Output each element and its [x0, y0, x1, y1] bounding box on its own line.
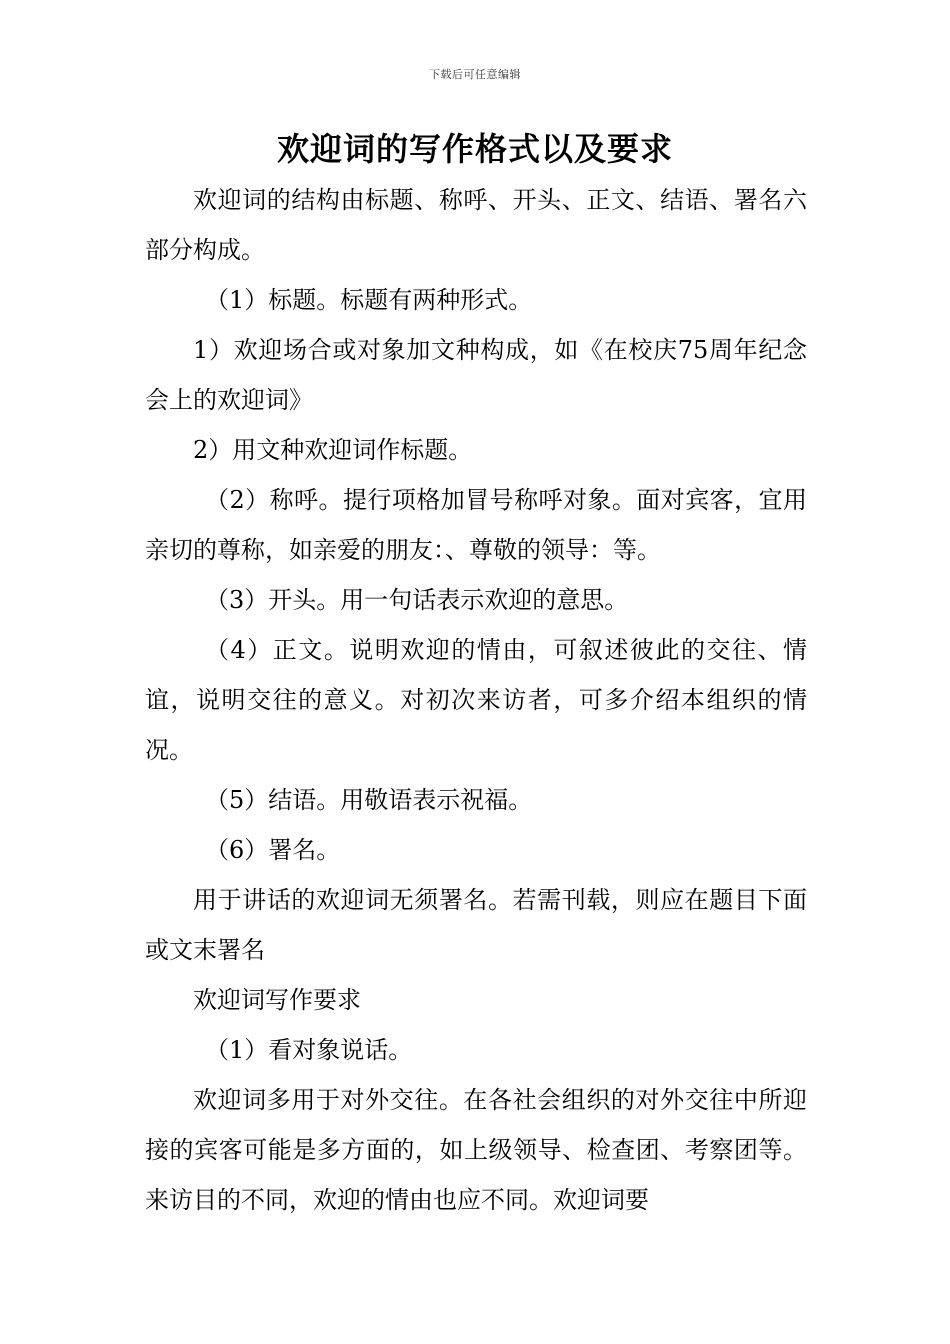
document-title: 欢迎词的写作格式以及要求 — [276, 130, 673, 168]
paragraph-structure-intro: 欢迎词的结构由标题、称呼、开头、正文、结语、署名六部分构成。 — [145, 186, 807, 264]
paragraph-title-section: （1）标题。标题有两种形式。 — [205, 286, 533, 314]
document-body — [145, 175, 807, 1225]
paragraph-salutation-section: （2）称呼。提行项格加冒号称呼对象。面对宾客，宜用亲切的尊称，如亲爱的朋友：、尊敬的领导：等。 — [145, 486, 807, 564]
header-note: 下载后可任意编辑 — [429, 68, 521, 81]
paragraph-requirement-1: （1）看对象说话。 — [205, 1036, 413, 1064]
paragraph-requirement-1-detail: 欢迎词多用于对外交往。在各社会组织的对外交往中所迎接的宾客可能是多方面的，如上级领导、检查团、考察团等。来访目的不同，欢迎的情由也应不同。欢迎词要 — [145, 1086, 807, 1214]
paragraph-body-section: （4）正文。说明欢迎的情由，可叙述彼此的交往、情谊，说明交往的意义。对初次来访者，可多介绍本组织的情况。 — [145, 636, 807, 764]
paragraph-closing-section: （5）结语。用敬语表示祝福。 — [205, 786, 533, 814]
paragraph-signature-section: （6）署名。 — [205, 836, 341, 864]
section-heading-requirements: 欢迎词写作要求 — [193, 986, 361, 1014]
paragraph-title-form-1: 1）欢迎场合或对象加文种构成，如《在校庆75周年纪念会上的欢迎词》 — [145, 336, 807, 414]
paragraph-title-form-2: 2）用文种欢迎词作标题。 — [193, 436, 473, 464]
paragraph-signature-note: 用于讲话的欢迎词无须署名。若需刊载，则应在题目下面或文末署名 — [145, 886, 807, 964]
paragraph-opening-section: （3）开头。用一句话表示欢迎的意思。 — [205, 586, 629, 614]
